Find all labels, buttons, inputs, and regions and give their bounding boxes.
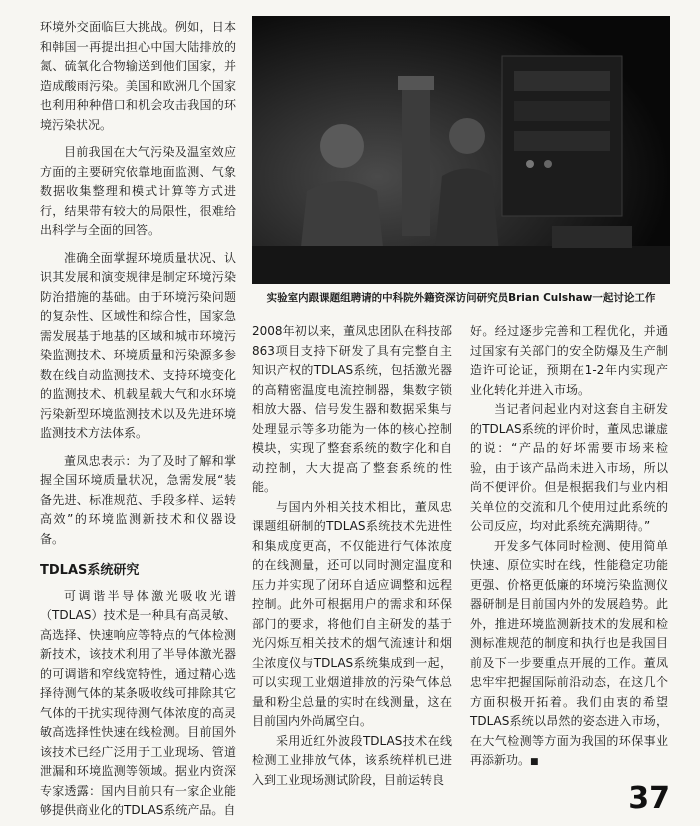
paragraph: 目前我国在大气污染及温室效应方面的主要研究依靠地面监测、气象数据收集整理和模式计算等方式进行，结果带有较大的局限性，很难给出科学与全面的回答。 xyxy=(40,145,236,237)
paragraph: 当记者问起业内对这套自主研发的TDLAS系统的评价时，董凤忠谦虚的说：“产品的好坏需要市场来检验，由于该产品尚未进入市场，所以尚不便评价。但是根据我们与业内相关单位的交流和几个使用过此系统的公司反应，均对此系统充满期待。” xyxy=(470,402,668,533)
section-heading: TDLAS系统研究 xyxy=(40,563,140,578)
paragraph: 与国内外相关技术相比，董凤忠课题组研制的TDLAS系统技术先进性和集成度更高，不仅能进行气体浓度的在线测量，还可以同时测定温度和压力并实现了闭环自适应调整和远程控制。此外可根据用户的需求和环保部门的要求，将他们自主研发的基于光闪烁互相关技术的烟气流速计和烟尘浓度仪与TDLAS系统集成到一起，可以实现工业烟道排放的污染气体总量和粉尘总量的实时在线测量，这在目前国内外尚属空白。 xyxy=(252,499,452,728)
photo-caption: 实验室内跟课题组聘请的中科院外籍资深访问研究员Brian Culshaw一起讨论工作 xyxy=(266,292,656,304)
paragraph xyxy=(470,537,668,773)
left-column xyxy=(40,18,236,821)
middle-column xyxy=(252,322,452,790)
paragraph: 采用近红外波段TDLAS技术在线检测工业排放气体，该系统样机已进入到工业现场测试阶段，目前运转良 xyxy=(252,733,452,787)
paragraph: 可调谐半导体激光吸收光谱（TDLAS）技术是一种具有高灵敏、高选择、快速响应等特点的气体检测新技术，该技术利用了半导体激光器的可调谐和窄线宽特性，通过精心选择待测气体的某条吸收线可排除其它气体的干扰实现待测气体浓度的高灵敏高选择性快速在线检测。目前国外该技术已经广泛用于工业现场、管道泄漏和环境监测等领域。据业内资深专家透露：国内目前只有一家企业能够提供商业化的TDLAS系统产品。自 xyxy=(40,588,236,817)
end-mark-icon: ■ xyxy=(530,757,539,767)
paragraph: 董凤忠表示：为了及时了解和掌握全国环境质量状况，急需发展“装备先进、标准规范、手段多样、运转高效”的环境监测新技术和仪器设备。 xyxy=(40,453,236,546)
paragraph-text: 开发多气体同时检测、使用简单快速、原位实时在线，性能稳定功能更强、价格更低廉的环境污染监测仪器研制是目前国内外的发展趋势。此外，推进环境监测新技术的发展和检测标准规范的制度和执行也是我国目前及下一步要重点开展的工作。董凤忠牢牢把握国际前沿动态，在这几个方面积极开拓着。我们由衷的希望TDLAS系统以昂然的姿态进入市场，在大气检测等方面为我国的环保事业再添新功。 xyxy=(470,538,668,767)
paragraph: 2008年初以来，董凤忠团队在科技部863项目支持下研发了具有完整自主知识产权的TDLAS系统，包括激光器的高精密温度电流控制器，集数字锁相放大器、信号发生器和数据采集与处理显示等多功能为一体的核心控制模块，实现了整套系统的数字化和自动控制，大大提高了整套系统的性能。 xyxy=(252,324,452,494)
paragraph: 好。经过逐步完善和工程优化，并通过国家有关部门的安全防爆及生产制造许可论证，预期在1-2年内实现产业化转化并进入市场。 xyxy=(470,324,668,397)
page-number: 37 xyxy=(628,781,670,816)
paragraph: 环境外交面临巨大挑战。例如，日本和韩国一再提出担心中国大陆排放的氮、硫氧化合物输送到他们国家，并造成酸雨污染。美国和欧洲几个国家也利用种种借口和机会攻击我国的环境污染状况。 xyxy=(40,20,236,132)
right-column xyxy=(470,322,668,773)
lab-photo xyxy=(252,16,670,284)
paragraph: 准确全面掌握环境质量状况、认识其发展和演变规律是制定环境污染防治措施的基础。由于环境污染问题的复杂性、区域性和综合性，国家急需发展基于地基的区域和城市环境污染监测技术、环境质量和污染源多参数在线自动监测技术、支持环境变化的监测技术、机载星载大气和水环境污染新型环境监测技术以及先进环境监测技术方法体系。 xyxy=(40,250,236,440)
